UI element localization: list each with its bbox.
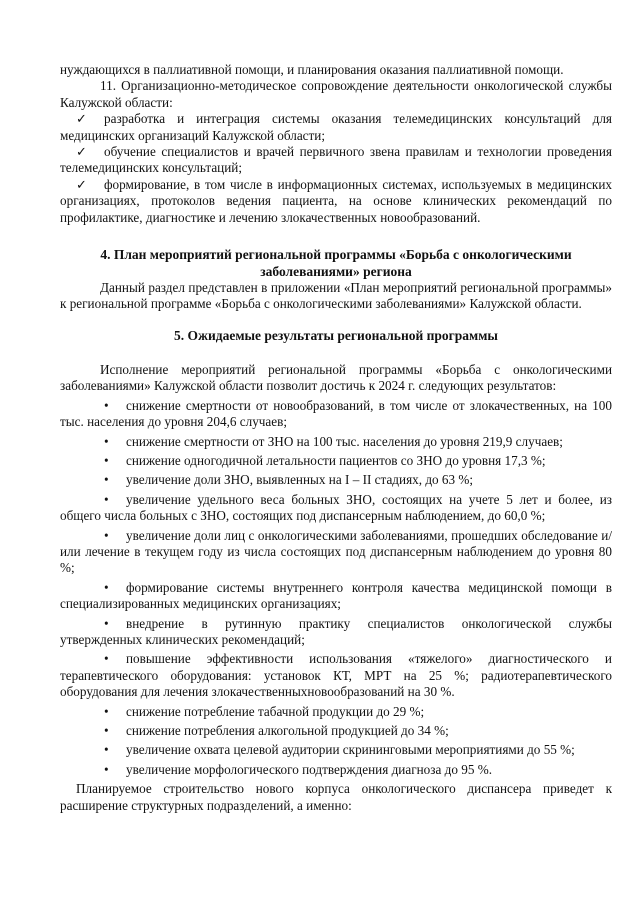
result-item xyxy=(60,580,612,613)
bullet-icon xyxy=(60,398,126,414)
result-text: увеличение морфологического подтверждения диагноза до 95 %. xyxy=(126,761,492,777)
result-item xyxy=(60,398,612,431)
check-mark-icon: ✓ xyxy=(76,176,88,192)
item-11-paragraph: 11. Организационно-методическое сопровождение деятельности онкологической службы Калужской области: xyxy=(60,78,612,110)
bullet-icon xyxy=(60,616,126,632)
bullet-icon xyxy=(60,528,126,544)
result-item xyxy=(60,616,612,649)
result-text: внедрение в рутинную практику специалистов онкологической службы утвержденных клинических рекомендаций; xyxy=(60,615,612,647)
bullet-icon xyxy=(60,492,126,508)
result-text: увеличение охвата целевой аудитории скрининговыми мероприятиями до 55 %; xyxy=(126,742,575,758)
check-item-text: формирование, в том числе в информационных системах, используемых в медицинских организациях, протоколов ведения пациента, на основе клинических рекомендаций по профилактике, диагностике и лечению злокачественных новообразований. xyxy=(60,176,612,225)
bullet-icon xyxy=(60,453,126,469)
result-text: повышение эффективности использования «тяжелого» диагностического и терапевтического оборудования: установок КТ, МРТ на 25 %; радиотерапевтического оборудования для лечения злокачественныхновообразований на 30 %. xyxy=(60,651,612,700)
result-text: увеличение доли лиц с онкологическими заболеваниями, прошедших обследование и/или лечение в текущем году из числа состоящих под диспансерным наблюдением до уровня 80 %; xyxy=(60,527,612,576)
result-item xyxy=(60,704,612,720)
result-item xyxy=(60,742,612,758)
section-4-heading: 4. План мероприятий региональной программы «Борьба с онкологическими заболеваниями» региона xyxy=(100,247,572,280)
document-page xyxy=(60,62,612,814)
check-mark-icon: ✓ xyxy=(76,111,88,127)
result-item xyxy=(60,723,612,739)
check-item xyxy=(60,144,612,177)
section-5-heading: 5. Ожидаемые результаты региональной программы xyxy=(174,327,498,343)
result-item xyxy=(60,472,612,488)
section-5-intro: Исполнение мероприятий региональной программы «Борьба с онкологическими заболеваниями» Калужской области позволит достичь к 2024 г. следующих результатов: xyxy=(60,361,612,394)
bullet-icon xyxy=(60,762,126,778)
bullet-icon xyxy=(60,704,126,720)
bullet-icon xyxy=(60,742,126,758)
result-item xyxy=(60,651,612,700)
section-4-text: Данный раздел представлен в приложении «План мероприятий региональной программы» к региональной программе «Борьба с онкологическими заболеваниями» Калужской области. xyxy=(60,280,612,312)
result-text: снижение потребления алкогольной продукцией до 34 %; xyxy=(126,723,449,738)
bullet-icon xyxy=(60,651,126,667)
result-item xyxy=(60,434,612,450)
bullet-icon xyxy=(60,723,126,739)
check-item-text: обучение специалистов и врачей первичного звена правилам и технологии проведения телемедицинских консультаций; xyxy=(60,144,612,176)
closing-paragraph: Планируемое строительство нового корпуса онкологического диспансера приведет к расширение структурных подразделений, а именно: xyxy=(60,781,612,813)
result-item xyxy=(60,453,612,469)
result-item xyxy=(60,528,612,577)
result-text: снижение смертности от новообразований, в том числе от злокачественных, на 100 тыс. населения до уровня 204,6 случаев; xyxy=(60,397,612,430)
check-item-text: разработка и интеграция системы оказания телемедицинских консультаций для медицинских организаций Калужской области; xyxy=(60,111,612,143)
result-text: снижение одногодичной летальности пациентов со ЗНО до уровня 17,3 %; xyxy=(126,452,546,468)
result-item xyxy=(60,762,612,778)
bullet-icon xyxy=(60,472,126,488)
result-text: формирование системы внутреннего контроля качества медицинской помощи в специализированных медицинских организациях; xyxy=(60,579,612,612)
check-item xyxy=(60,177,612,226)
result-text: снижение потребление табачной продукции до 29 %; xyxy=(126,703,425,719)
result-text: снижение смертности от ЗНО на 100 тыс. населения до уровня 219,9 случаев; xyxy=(126,433,563,449)
result-text: увеличение удельного веса больных ЗНО, состоящих на учете 5 лет и более, из общего числа больных с ЗНО, состоящих под диспансерным наблюдением, до 60,0 %; xyxy=(60,491,612,524)
check-mark-icon: ✓ xyxy=(76,144,88,160)
bullet-icon xyxy=(60,580,126,596)
result-text: увеличение доли ЗНО, выявленных на I – II стадиях, до 63 %; xyxy=(126,472,474,488)
intro-line: нуждающихся в паллиативной помощи, и планирования оказания паллиативной помощи. xyxy=(60,62,564,77)
check-item xyxy=(60,111,612,144)
bullet-icon xyxy=(60,434,126,450)
result-item xyxy=(60,492,612,525)
